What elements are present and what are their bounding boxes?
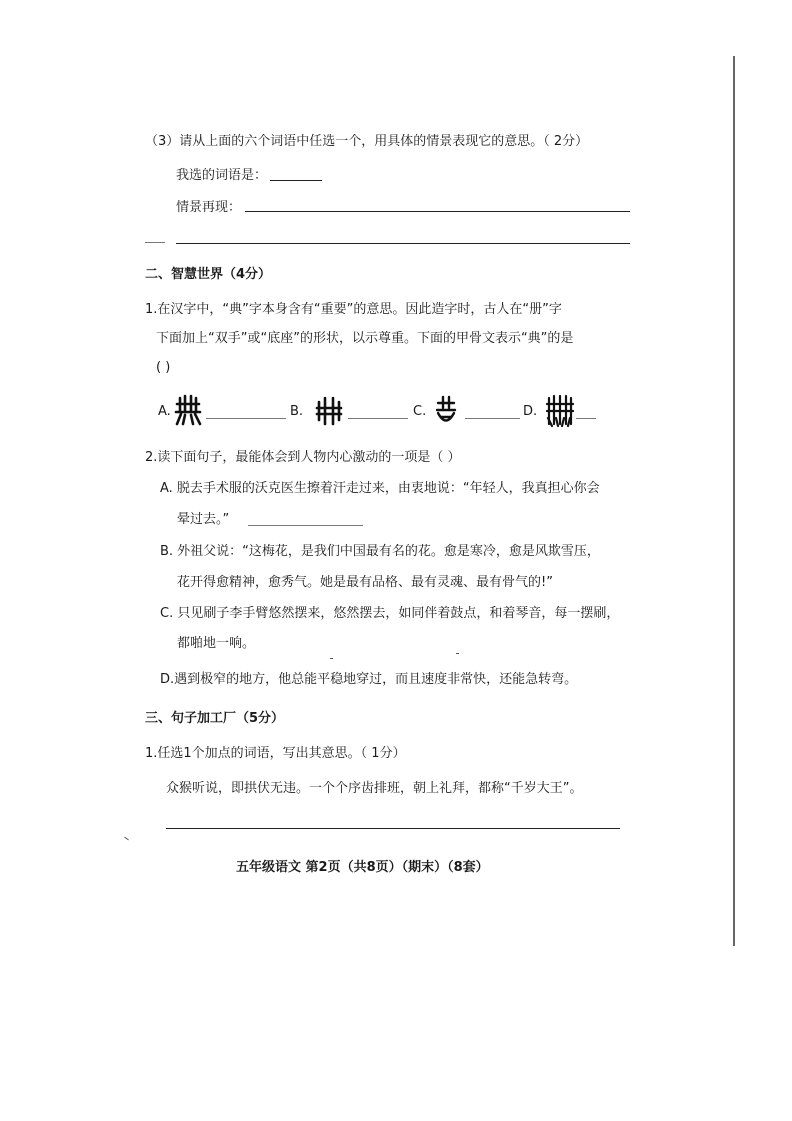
q3-1-answer-line[interactable] [166, 828, 620, 829]
scan-speck [124, 837, 129, 841]
q3-prompt: （3）请从上面的六个词语中任选一个，用具体的情景表现它的意思。（ 2分） [145, 134, 589, 149]
scan-edge [733, 56, 735, 946]
q2-2-option-b-line1: B. 外祖父说：“这梅花，是我们中国最有名的花。愈是寒冷，愈是风欺雪压， [160, 544, 600, 559]
oracle-glyph-b-icon[interactable] [314, 394, 344, 428]
q2-2-option-c-line1: C. 只见刷子李手臂悠然摆来，悠然摆去，如同伴着鼓点，和着琴音，每一摆刷， [160, 606, 620, 621]
q2-2-prompt: 2.读下面句子，最能体会到人物内心激动的一项是（ ） [145, 450, 461, 465]
scene-label: 情景再现： [176, 200, 242, 215]
option-c-faint-line [465, 418, 520, 419]
scene-answer-line-2[interactable] [176, 243, 630, 244]
q3-1-prompt: 1.任选1个加点的词语，写出其意思。（ 1分） [145, 746, 406, 761]
q3-1-sentence: 众猴听说，即拱伏无违。一个个序齿排班，朝上礼拜，都称“千岁大王”。 [166, 781, 583, 796]
option-d-faint-line [576, 418, 596, 419]
option-a-label: A. [158, 404, 171, 419]
scan-speck [456, 653, 459, 654]
option-b-label: B. [290, 404, 304, 419]
oracle-glyph-d-icon[interactable] [544, 394, 574, 428]
oracle-glyph-c-icon[interactable] [432, 394, 462, 428]
q2-1-answer-paren[interactable]: ( ) [156, 360, 171, 375]
q2-2-option-b-line2: 花开得愈精神，愈秀气。她是最有品格、最有灵魂、最有骨气的!” [177, 575, 553, 590]
section3-heading: 三、句子加工厂（5分） [145, 711, 285, 726]
option-b-faint-line [348, 418, 408, 419]
option-c-label: C. [413, 404, 427, 419]
q2-2-option-a-line1: A. 脱去手术服的沃克医生擦着汗走过来，由衷地说：“年轻人，我真担心你会 [160, 481, 600, 496]
chosen-word-blank[interactable] [270, 180, 322, 181]
q2-2-option-d: D.遇到极窄的地方，他总能平稳地穿过，而且速度非常快，还能急转弯。 [160, 672, 578, 687]
option-a-underline [248, 525, 363, 526]
oracle-glyph-a-icon[interactable] [173, 394, 203, 428]
section2-heading: 二、智慧世界（4分） [145, 267, 272, 282]
q2-2-option-a-line2: 晕过去。” [177, 512, 230, 527]
q2-2-option-c-line2: 都啪地一响。 [177, 636, 256, 651]
option-a-faint-line [206, 418, 286, 419]
chosen-word-label: 我选的词语是： [176, 168, 268, 183]
margin-mark [145, 242, 165, 243]
option-d-label: D. [523, 404, 538, 419]
scan-speck [330, 658, 333, 659]
page-footer: 五年级语文 第2页（共8页）（期末）（8套） [236, 860, 489, 875]
scene-answer-line-1[interactable] [245, 211, 630, 212]
q2-1-line2: 下面加上“双手”或“底座”的形状，以示尊重。下面的甲骨文表示“典”的是 [156, 331, 574, 346]
q2-1-line1: 1.在汉字中，“典”字本身含有“重要”的意思。因此造字时，古人在“册”字 [145, 302, 562, 317]
